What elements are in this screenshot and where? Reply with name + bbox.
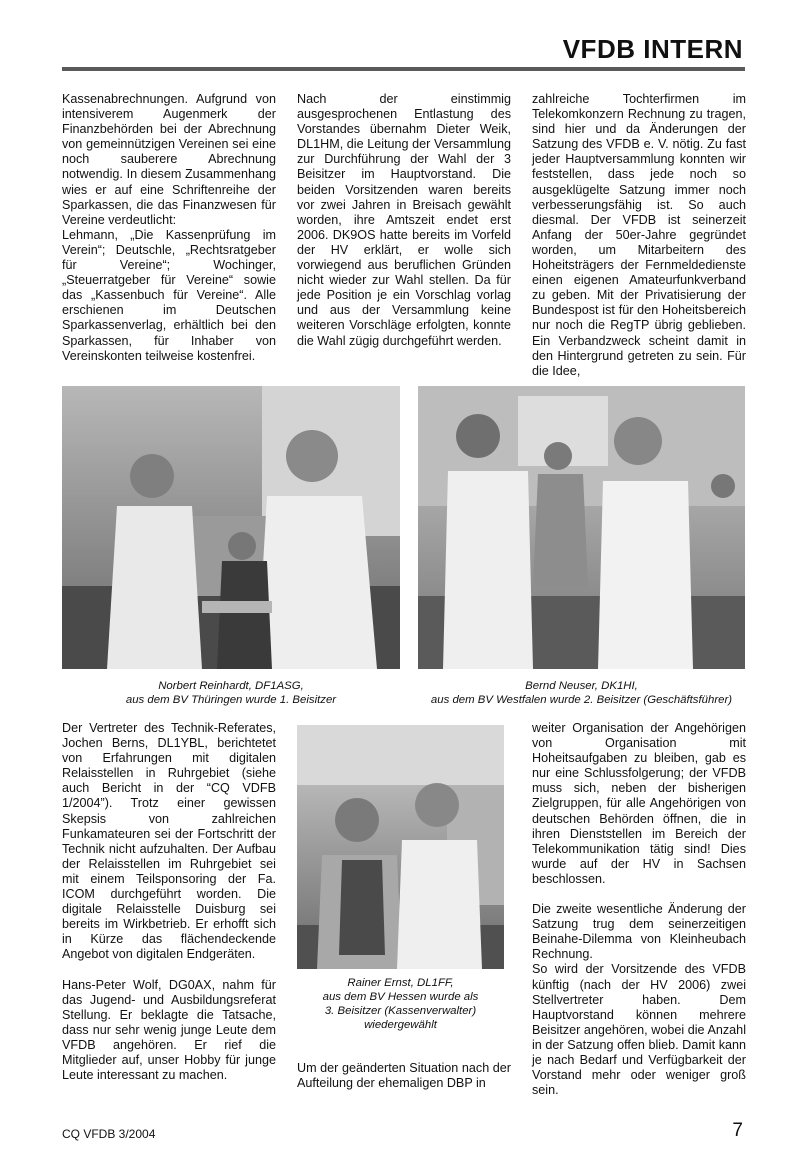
photo-handshake-right	[418, 386, 745, 669]
top-column-1	[62, 92, 276, 364]
bottom-column-3	[532, 721, 746, 1098]
caption-line: aus dem BV Thüringen wurde 1. Beisitzer	[125, 694, 337, 706]
paragraph: Hans-Peter Wolf, DG0AX, nahm für das Jugend- und Ausbildungsreferat Stellung. Er beklagte die Tatsache, dass nur sehr wenig junge Leute dem VFDB angehören. Er rief die Mitglieder auf, unser Hobby für junge Leute interessant zu machen.	[62, 977, 276, 1083]
paragraph: Kassenabrechnungen. Aufgrund von intensiverem Augenmerk der Finanzbehörden bei der Abrechnung von gemeinnützigen Vereinen sei eine noch sauberere Abrechnung notwendig. In diesem Zusammenhang wies er auf eine Schriftenreihe der Sparkassen, die das Finanzwesen für Vereine verdeutlicht:	[62, 92, 276, 227]
bottom-column-1	[62, 721, 276, 1083]
caption-photo-right	[418, 679, 745, 707]
paragraph: Nach der einstimmig ausgesprochenen Entlastung des Vorstandes übernahm Dieter Weik, DL1HM, die Leitung der Versammlung zur Durchführung der Wahl der 3 Beisitzer im Hauptvorstand. Die beiden Vorsitzenden waren bereits vor zwei Jahren in Breisach gewählt worden, ihre Amtszeit endet erst 2006. DK9OS hatte bereits im Vorfeld der HV erklärt, er wolle sich vorwiegend aus beruflichen Gründen nicht wieder zur Wahl stellen. Da für jede Position je ein Vorschlag vorlag und aus der Versammlung keine weiteren Vorschläge erfolgten, konnte die Wahl zügig durchgeführt werden.	[297, 92, 511, 348]
caption-line: Rainer Ernst, DL1FF,	[347, 977, 454, 989]
footer-publication: CQ VFDB 3/2004	[62, 1127, 156, 1141]
caption-line: wiedergewählt	[364, 1019, 437, 1031]
caption-photo-center	[297, 976, 504, 1032]
photo-handshake-left	[62, 386, 400, 669]
caption-line: aus dem BV Hessen wurde als	[322, 991, 479, 1003]
paragraph: Um der geänderten Situation nach der Aufteilung der ehemaligen DBP in	[297, 1061, 511, 1091]
page-number: 7	[732, 1120, 743, 1141]
caption-line: aus dem BV Westfalen wurde 2. Beisitzer (Geschäftsführer)	[430, 694, 733, 706]
paragraph: zahlreiche Tochterfirmen im Telekomkonzern Rechnung zu tragen, sind hier und da Änderungen der Satzung des VFDB e. V. nötig. Zu fast jeder Hauptversammlung konnten wir feststellen, dass jede noch so ausgeklügelte Satzung immer noch verbesserungsfähig ist. So auch diesmal. Der VFDB ist seinerzeit Anfang der 50er-Jahre gegründet worden, um Mitarbeitern des Hoheitsträgers der Fernmeldedienste einen eigenen Amateurfunkverband zu geben. Mit der Privatisierung der Bundespost ist für den Hoheitsbereich nur noch die RegTP übrig geblieben. Ein Verbandzweck scheint damit in den Hintergrund getreten zu sein. Für die Idee,	[532, 92, 746, 378]
top-column-2	[297, 92, 511, 349]
caption-line: Norbert Reinhardt, DF1ASG,	[158, 680, 304, 692]
paragraph: Der Vertreter des Technik-Referates, Jochen Berns, DL1YBL, berichtetet von Erfahrungen mit digitalen Relaisstellen in Ruhrgebiet (siehe auch Bericht in der “CQ VDFB 1/2004”). Trotz einer gewissen Skepsis von zahlreichen Funkamateuren sei der Fortschritt der Technik nicht aufzuhalten. Der Aufbau der Relaisstellen im Ruhrgebiet sei mit einem Teilsponsoring der Fa. ICOM durchgeführt worden. Die digitale Relaisstelle Duisburg sei bereits im Wirkbetrieb. Er erhofft sich in Kürze das flächendeckende Angebot von digitalen Endgeräten.	[62, 721, 276, 962]
header-rule	[62, 67, 745, 71]
paragraph: Die zweite wesentliche Änderung der Satzung trug dem seinerzeitigen Beinahe-Dilemma von Kleinheubach Rechnung.	[532, 902, 746, 962]
caption-line: 3. Beisitzer (Kassenverwalter)	[324, 1005, 477, 1017]
section-title: VFDB INTERN	[562, 34, 743, 64]
caption-line: Bernd Neuser, DK1HI,	[525, 680, 638, 692]
bottom-column-2	[297, 1061, 511, 1091]
photo-handshake-center	[297, 725, 504, 969]
paragraph: So wird der Vorsitzende des VFDB künftig (nach der HV 2006) zwei Stellvertreter haben. Dem Hauptvorstand können mehrere Beisitzer angehören, wobei die Anzahl in der Satzung offen blieb. Damit kann je nach Bedarf und Verfügbarkeit der Vorstand mehr oder weniger groß sein.	[532, 962, 746, 1098]
paragraph: Lehmann, „Die Kassenprüfung im Verein“; Deutschle, „Rechtsratgeber für Vereine“; Wochinger, „Steuerratgeber für Vereine“ sowie das „Kassenbuch für Vereine“. Alle erschienen im Deutschen Sparkassenverlag, erhältlich bei den Sparkassen, für Inhaber von Vereinskonten teilweise kostenfrei.	[62, 227, 276, 363]
paragraph: weiter Organisation der Angehörigen von Organisation mit Hoheitsaufgaben zu bleiben, gab es nur eine Schlussfolgerung; der VFDB muss sich, neben der bisherigen Zielgruppen, für alle Angehörigen von deutschen Behörden öffnen, die in ihren Dienststellen im Bereich der Telekommunikation tätig sind! Dies wurde auf der HV in Sachsen beschlossen.	[532, 721, 746, 886]
top-column-3	[532, 92, 746, 379]
caption-photo-left	[62, 679, 400, 707]
